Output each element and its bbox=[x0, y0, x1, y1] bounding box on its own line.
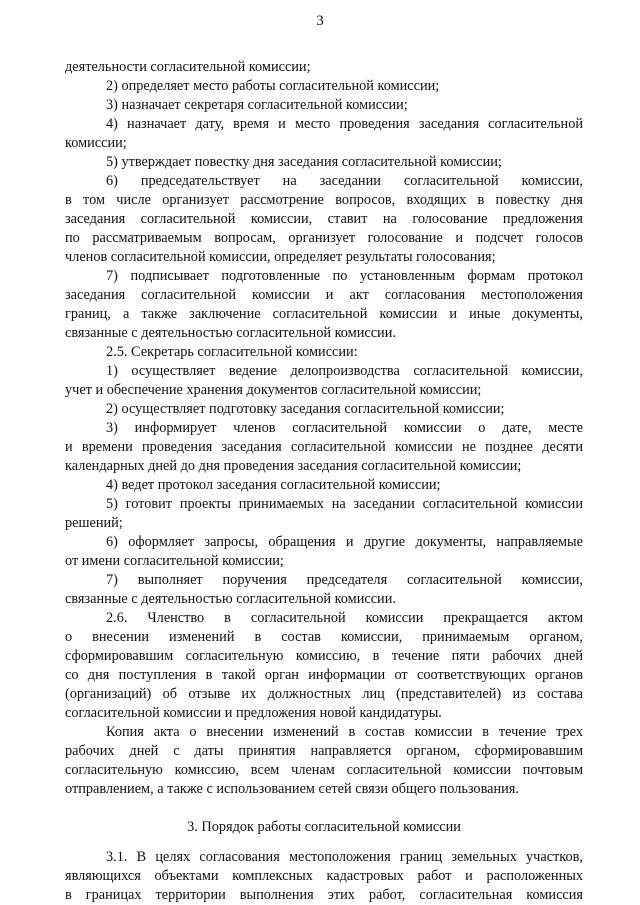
section-heading-2-5: 2.5. Секретарь согласительной комиссии: bbox=[106, 344, 358, 360]
text-line: рабочих дней с даты принятия направляется органом, сформировавшим bbox=[65, 743, 583, 759]
text-line: 2) осуществляет подготовку заседания согласительной комиссии; bbox=[106, 401, 505, 417]
text-line: 4) ведет протокол заседания согласительной комиссии; bbox=[106, 477, 441, 493]
text-line: связанные с деятельностью согласительной комиссии. bbox=[65, 325, 396, 341]
page-number: 3 bbox=[316, 13, 324, 29]
text-line: в том числе организует рассмотрение вопросов, входящих в повестку дня bbox=[65, 192, 583, 208]
text-line: по рассматриваемым вопросам, организует голосование и подсчет голосов bbox=[65, 230, 583, 246]
text-line: в границах территории выполнения этих работ, согласительная комиссия bbox=[65, 887, 583, 903]
text-line: 4) назначает дату, время и место проведения заседания согласительной bbox=[106, 116, 583, 132]
text-line: 2) определяет место работы согласительной комиссии; bbox=[106, 78, 440, 94]
text-line: сформировавшим согласительную комиссию, в течение пяти рабочих дней bbox=[65, 648, 583, 664]
section-title: 3. Порядок работы согласительной комиссии bbox=[187, 819, 461, 835]
text-line: и времени проведения заседания согласительной комиссии не позднее десяти bbox=[65, 439, 583, 455]
text-line: согласительную комиссию, всем членам согласительной комиссии почтовым bbox=[65, 762, 583, 778]
text-line: 7) подписывает подготовленные по установленным формам протокол bbox=[106, 268, 583, 284]
text-line: 7) выполняет поручения председателя согласительной комиссии, bbox=[106, 572, 583, 588]
text-line: (организаций) об отзыве их должностных лиц (представителей) из состава bbox=[65, 686, 583, 702]
text-line: 3.1. В целях согласования местоположения границ земельных участков, bbox=[106, 849, 583, 865]
text-line: 5) готовит проекты принимаемых на заседании согласительной комиссии bbox=[106, 496, 583, 512]
text-line: решений; bbox=[65, 515, 123, 531]
text-line: границ, а также заключение согласительной комиссии и иные документы, bbox=[65, 306, 583, 322]
text-line: о внесении изменений в состав комиссии, принимаемым органом, bbox=[65, 629, 583, 645]
text-line: являющихся объектами комплексных кадастровых работ и расположенных bbox=[65, 868, 583, 884]
text-line: деятельности согласительной комиссии; bbox=[65, 59, 311, 75]
section-heading-2-6: 2.6. Членство в согласительной комиссии прекращается актом bbox=[106, 610, 583, 626]
text-line: связанные с деятельностью согласительной комиссии. bbox=[65, 591, 396, 607]
text-line: заседания согласительной комиссии, ставит на голосование предложения bbox=[65, 211, 583, 227]
text-line: заседания согласительной комиссии и акт согласования местоположения bbox=[65, 287, 583, 303]
text-line: Копия акта о внесении изменений в состав комиссии в течение трех bbox=[106, 724, 583, 740]
text-line: 6) оформляет запросы, обращения и другие документы, направляемые bbox=[106, 534, 583, 550]
text-line: от имени согласительной комиссии; bbox=[65, 553, 284, 569]
text-line: 6) председательствует на заседании согласительной комиссии, bbox=[106, 173, 583, 189]
text-line: учет и обеспечение хранения документов согласительной комиссии; bbox=[65, 382, 482, 398]
text-line: 5) утверждает повестку дня заседания согласительной комиссии; bbox=[106, 154, 502, 170]
text-line: членов согласительной комиссии, определяет результаты голосования; bbox=[65, 249, 496, 265]
text-line: комиссии; bbox=[65, 135, 127, 151]
text-line: согласительной комиссии и предложения новой кандидатуры. bbox=[65, 705, 442, 721]
text-line: календарных дней до дня проведения заседания согласительной комиссии; bbox=[65, 458, 522, 474]
text-line: 3) назначает секретаря согласительной комиссии; bbox=[106, 97, 408, 113]
text-line: отправлением, а также с использованием сетей связи общего пользования. bbox=[65, 781, 519, 797]
text-line: 3) информирует членов согласительной комиссии о дате, месте bbox=[106, 420, 583, 436]
text-line: со дня поступления в такой орган информации от соответствующих органов bbox=[65, 667, 583, 683]
text-line: 1) осуществляет ведение делопроизводства согласительной комиссии, bbox=[106, 363, 583, 379]
